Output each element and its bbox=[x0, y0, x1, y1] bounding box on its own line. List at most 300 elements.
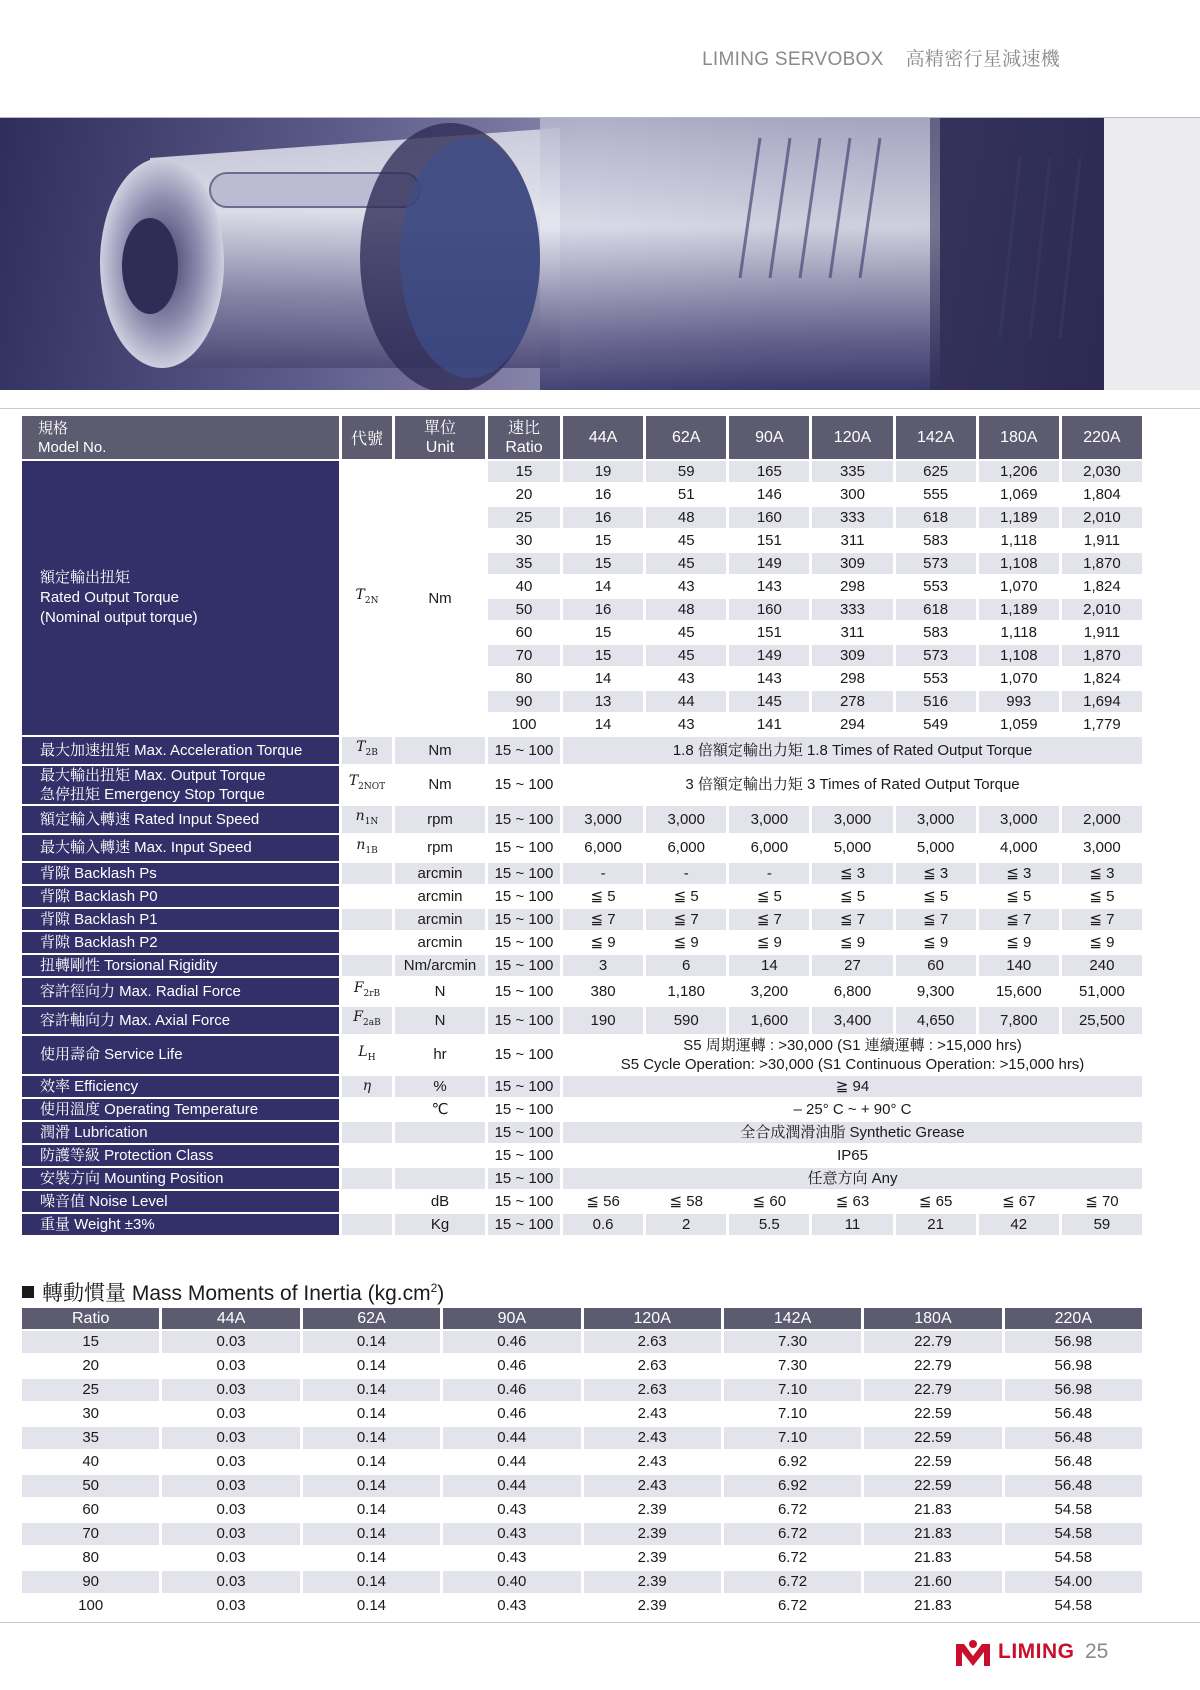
inertia-cell: 40 bbox=[22, 1451, 159, 1473]
value-cell: 1,189 bbox=[979, 599, 1059, 620]
inertia-cell: 2.39 bbox=[584, 1571, 721, 1593]
value-cell: 1,118 bbox=[979, 622, 1059, 643]
inertia-row bbox=[22, 1595, 1142, 1617]
photo-margin bbox=[1104, 118, 1200, 390]
value-cell: 1,206 bbox=[979, 461, 1059, 482]
row-label: 效率 Efficiency bbox=[22, 1076, 339, 1097]
inertia-cell: 0.14 bbox=[303, 1451, 440, 1473]
ratio-cell: 15 ~ 100 bbox=[488, 863, 560, 884]
value-cell: 1,118 bbox=[979, 530, 1059, 551]
value-cell: 1,069 bbox=[979, 484, 1059, 505]
unit-cell: rpm bbox=[395, 835, 485, 862]
spec-span-row bbox=[22, 1099, 1142, 1120]
value-cell: 4,650 bbox=[896, 1007, 976, 1034]
inertia-cell: 21.83 bbox=[864, 1595, 1001, 1617]
span-value-cell: 3 倍額定輸出力矩 3 Times of Rated Output Torque bbox=[563, 766, 1142, 804]
value-cell: 309 bbox=[812, 645, 892, 666]
value-cell: 48 bbox=[646, 599, 726, 620]
spec-row bbox=[22, 1007, 1142, 1034]
value-cell: 43 bbox=[646, 668, 726, 689]
unit-cell: Nm/arcmin bbox=[395, 955, 485, 976]
divider bbox=[0, 1622, 1200, 1623]
row-label: 潤滑 Lubrication bbox=[22, 1122, 339, 1143]
value-cell: 149 bbox=[729, 553, 809, 574]
spec-row bbox=[22, 909, 1142, 930]
inertia-cell: 0.43 bbox=[443, 1595, 580, 1617]
spec-span-row bbox=[22, 1076, 1142, 1097]
value-cell: ≦ 5 bbox=[646, 886, 726, 907]
inertia-header-cell: 142A bbox=[724, 1308, 861, 1329]
value-cell: ≦ 9 bbox=[1062, 932, 1142, 953]
value-cell: 43 bbox=[646, 576, 726, 597]
value-cell: 298 bbox=[812, 668, 892, 689]
inertia-row bbox=[22, 1403, 1142, 1425]
value-cell: ≦ 5 bbox=[812, 886, 892, 907]
inertia-cell: 0.46 bbox=[443, 1403, 580, 1425]
value-cell: 3,200 bbox=[729, 978, 809, 1005]
inertia-cell: 0.14 bbox=[303, 1547, 440, 1569]
symbol-cell bbox=[342, 1168, 392, 1189]
ratio-cell: 60 bbox=[488, 622, 560, 643]
value-cell: 3,000 bbox=[646, 806, 726, 833]
inertia-cell: 0.03 bbox=[162, 1499, 299, 1521]
inertia-cell: 22.79 bbox=[864, 1331, 1001, 1353]
inertia-cell: 2.43 bbox=[584, 1403, 721, 1425]
inertia-cell: 0.14 bbox=[303, 1331, 440, 1353]
value-cell: 1,804 bbox=[1062, 484, 1142, 505]
value-cell: 43 bbox=[646, 714, 726, 735]
ratio-cell: 15 ~ 100 bbox=[488, 1076, 560, 1097]
value-cell: 45 bbox=[646, 622, 726, 643]
unit-cell bbox=[395, 1145, 485, 1166]
inertia-cell: 0.03 bbox=[162, 1475, 299, 1497]
value-cell: 3,000 bbox=[563, 806, 643, 833]
inertia-cell: 0.14 bbox=[303, 1475, 440, 1497]
ratio-cell: 15 ~ 100 bbox=[488, 1036, 560, 1074]
inertia-cell: 2.43 bbox=[584, 1427, 721, 1449]
inertia-cell: 21.83 bbox=[864, 1523, 1001, 1545]
value-cell: 6,000 bbox=[563, 835, 643, 862]
value-cell: 6,000 bbox=[729, 835, 809, 862]
value-cell: 333 bbox=[812, 507, 892, 528]
inertia-cell: 0.43 bbox=[443, 1547, 580, 1569]
header-model-220a: 220A bbox=[1062, 416, 1142, 459]
header-model-142a: 142A bbox=[896, 416, 976, 459]
inertia-cell: 56.48 bbox=[1005, 1475, 1142, 1497]
value-cell: 555 bbox=[896, 484, 976, 505]
header-title-cn: 高精密行星減速機 bbox=[905, 49, 1060, 70]
inertia-cell: 6.72 bbox=[724, 1499, 861, 1521]
value-cell: 309 bbox=[812, 553, 892, 574]
value-cell: 45 bbox=[646, 553, 726, 574]
value-cell: 298 bbox=[812, 576, 892, 597]
inertia-cell: 2.63 bbox=[584, 1379, 721, 1401]
value-cell: 151 bbox=[729, 622, 809, 643]
inertia-cell: 0.03 bbox=[162, 1427, 299, 1449]
inertia-cell: 2.39 bbox=[584, 1547, 721, 1569]
spec-span-row bbox=[22, 1145, 1142, 1166]
value-cell: 1,824 bbox=[1062, 576, 1142, 597]
value-cell: 140 bbox=[979, 955, 1059, 976]
value-cell: ≦ 65 bbox=[896, 1191, 976, 1212]
value-cell: ≦ 3 bbox=[896, 863, 976, 884]
value-cell: 294 bbox=[812, 714, 892, 735]
inertia-cell: 54.58 bbox=[1005, 1595, 1142, 1617]
value-cell: ≦ 7 bbox=[812, 909, 892, 930]
ratio-cell: 40 bbox=[488, 576, 560, 597]
header-code: 代號 bbox=[342, 416, 392, 459]
ratio-cell: 20 bbox=[488, 484, 560, 505]
unit-cell: hr bbox=[395, 1036, 485, 1074]
row-label: 使用壽命 Service Life bbox=[22, 1036, 339, 1074]
unit-cell: Nm bbox=[395, 766, 485, 804]
value-cell: 59 bbox=[1062, 1214, 1142, 1235]
inertia-cell: 7.30 bbox=[724, 1331, 861, 1353]
value-cell: ≦ 5 bbox=[563, 886, 643, 907]
value-cell: ≦ 60 bbox=[729, 1191, 809, 1212]
row-label: 重量 Weight ±3% bbox=[22, 1214, 339, 1235]
symbol-cell: $L_H$ bbox=[342, 1036, 392, 1074]
value-cell: 48 bbox=[646, 507, 726, 528]
row-label: 噪音值 Noise Level bbox=[22, 1191, 339, 1212]
inertia-cell: 7.10 bbox=[724, 1379, 861, 1401]
value-cell: ≦ 9 bbox=[563, 932, 643, 953]
page-number: 25 bbox=[1085, 1640, 1109, 1663]
symbol-cell: $T_{2N}$ bbox=[342, 461, 392, 735]
row-label: 最大輸入轉速 Max. Input Speed bbox=[22, 835, 339, 862]
value-cell: 1,911 bbox=[1062, 530, 1142, 551]
unit-cell: N bbox=[395, 1007, 485, 1034]
row-label: 扭轉剛性 Torsional Rigidity bbox=[22, 955, 339, 976]
inertia-cell: 54.00 bbox=[1005, 1571, 1142, 1593]
ratio-cell: 70 bbox=[488, 645, 560, 666]
product-photo bbox=[0, 118, 1104, 390]
inertia-cell: 0.43 bbox=[443, 1499, 580, 1521]
inertia-cell: 6.72 bbox=[724, 1547, 861, 1569]
spec-span-row bbox=[22, 1122, 1142, 1143]
inertia-row bbox=[22, 1379, 1142, 1401]
symbol-cell: $F_{2aB}$ bbox=[342, 1007, 392, 1034]
value-cell: 5,000 bbox=[896, 835, 976, 862]
inertia-cell: 22.59 bbox=[864, 1427, 1001, 1449]
inertia-cell: 54.58 bbox=[1005, 1499, 1142, 1521]
inertia-cell: 0.44 bbox=[443, 1451, 580, 1473]
value-cell: 19 bbox=[563, 461, 643, 482]
header-model-180a: 180A bbox=[979, 416, 1059, 459]
unit-cell bbox=[395, 1168, 485, 1189]
inertia-cell: 70 bbox=[22, 1523, 159, 1545]
inertia-cell: 7.30 bbox=[724, 1355, 861, 1377]
value-cell: ≦ 9 bbox=[729, 932, 809, 953]
header-ratio: 速比 Ratio bbox=[488, 416, 560, 459]
inertia-header-cell: 62A bbox=[303, 1308, 440, 1329]
inertia-cell: 0.03 bbox=[162, 1547, 299, 1569]
ratio-cell: 80 bbox=[488, 668, 560, 689]
value-cell: 625 bbox=[896, 461, 976, 482]
value-cell: 0.6 bbox=[563, 1214, 643, 1235]
value-cell: 380 bbox=[563, 978, 643, 1005]
value-cell: 1,779 bbox=[1062, 714, 1142, 735]
ratio-cell: 90 bbox=[488, 691, 560, 712]
value-cell: 5,000 bbox=[812, 835, 892, 862]
inertia-table bbox=[19, 1306, 1145, 1619]
torque-label: 額定輸出扭矩 Rated Output Torque (Nominal output torque) bbox=[22, 461, 339, 735]
value-cell: 25,500 bbox=[1062, 1007, 1142, 1034]
spec-header-row bbox=[22, 416, 1142, 459]
inertia-cell: 0.03 bbox=[162, 1379, 299, 1401]
inertia-cell: 2.43 bbox=[584, 1475, 721, 1497]
value-cell: 9,300 bbox=[896, 978, 976, 1005]
value-cell: 1,870 bbox=[1062, 645, 1142, 666]
symbol-cell bbox=[342, 863, 392, 884]
ratio-cell: 15 ~ 100 bbox=[488, 1145, 560, 1166]
value-cell: 516 bbox=[896, 691, 976, 712]
value-cell: ≦ 7 bbox=[646, 909, 726, 930]
value-cell: 3,000 bbox=[812, 806, 892, 833]
inertia-cell: 56.98 bbox=[1005, 1355, 1142, 1377]
value-cell: 59 bbox=[646, 461, 726, 482]
inertia-cell: 56.48 bbox=[1005, 1451, 1142, 1473]
value-cell: 60 bbox=[896, 955, 976, 976]
inertia-cell: 60 bbox=[22, 1499, 159, 1521]
symbol-cell: η bbox=[342, 1076, 392, 1097]
symbol-cell bbox=[342, 909, 392, 930]
inertia-cell: 21.60 bbox=[864, 1571, 1001, 1593]
inertia-cell: 56.98 bbox=[1005, 1331, 1142, 1353]
spec-span-row bbox=[22, 1168, 1142, 1189]
inertia-cell: 0.14 bbox=[303, 1571, 440, 1593]
inertia-cell: 0.46 bbox=[443, 1331, 580, 1353]
value-cell: 7,800 bbox=[979, 1007, 1059, 1034]
inertia-cell: 0.03 bbox=[162, 1331, 299, 1353]
accel-row bbox=[22, 737, 1142, 764]
value-cell: ≦ 3 bbox=[1062, 863, 1142, 884]
span-value-cell: ≧ 94 bbox=[563, 1076, 1142, 1097]
inertia-row bbox=[22, 1331, 1142, 1353]
value-cell: 1,180 bbox=[646, 978, 726, 1005]
inertia-cell: 54.58 bbox=[1005, 1523, 1142, 1545]
spec-row bbox=[22, 1191, 1142, 1212]
inertia-cell: 15 bbox=[22, 1331, 159, 1353]
spec-row bbox=[22, 1214, 1142, 1235]
symbol-cell bbox=[342, 955, 392, 976]
spec-table bbox=[19, 414, 1145, 1237]
value-cell: ≦ 70 bbox=[1062, 1191, 1142, 1212]
value-cell: 151 bbox=[729, 530, 809, 551]
inertia-cell: 6.72 bbox=[724, 1523, 861, 1545]
value-cell: ≦ 56 bbox=[563, 1191, 643, 1212]
value-cell: 3,400 bbox=[812, 1007, 892, 1034]
value-cell: 27 bbox=[812, 955, 892, 976]
header-model-90a: 90A bbox=[729, 416, 809, 459]
header-model-62a: 62A bbox=[646, 416, 726, 459]
inertia-cell: 2.63 bbox=[584, 1355, 721, 1377]
value-cell: ≦ 5 bbox=[979, 886, 1059, 907]
inertia-cell: 100 bbox=[22, 1595, 159, 1617]
symbol-cell: $T_{2NOT}$ bbox=[342, 766, 392, 804]
value-cell: 590 bbox=[646, 1007, 726, 1034]
inertia-section-title: 轉動慣量 Mass Moments of Inertia $(kg.cm^2)$ bbox=[22, 1277, 444, 1307]
inertia-row bbox=[22, 1427, 1142, 1449]
value-cell: 143 bbox=[729, 668, 809, 689]
value-cell: 14 bbox=[563, 576, 643, 597]
row-label: 背隙 Backlash Ps bbox=[22, 863, 339, 884]
value-cell: 1,870 bbox=[1062, 553, 1142, 574]
value-cell: - bbox=[563, 863, 643, 884]
row-label: 安裝方向 Mounting Position bbox=[22, 1168, 339, 1189]
inertia-cell: 6.92 bbox=[724, 1451, 861, 1473]
value-cell: 16 bbox=[563, 484, 643, 505]
value-cell: 2,010 bbox=[1062, 599, 1142, 620]
value-cell: 583 bbox=[896, 530, 976, 551]
value-cell: - bbox=[646, 863, 726, 884]
value-cell: 14 bbox=[563, 668, 643, 689]
inertia-header-cell: 180A bbox=[864, 1308, 1001, 1329]
value-cell: ≦ 3 bbox=[979, 863, 1059, 884]
value-cell: ≦ 7 bbox=[563, 909, 643, 930]
value-cell: 993 bbox=[979, 691, 1059, 712]
value-cell: ≦ 7 bbox=[896, 909, 976, 930]
value-cell: 1,108 bbox=[979, 645, 1059, 666]
inertia-cell: 0.14 bbox=[303, 1403, 440, 1425]
value-cell: 3,000 bbox=[1062, 835, 1142, 862]
ratio-cell: 100 bbox=[488, 714, 560, 735]
span-value-cell: 1.8 倍額定輸出力矩 1.8 Times of Rated Output Torque bbox=[563, 737, 1142, 764]
unit-cell: arcmin bbox=[395, 909, 485, 930]
spec-row bbox=[22, 886, 1142, 907]
inertia-cell: 22.79 bbox=[864, 1379, 1001, 1401]
header-unit: 單位 Unit bbox=[395, 416, 485, 459]
symbol-cell bbox=[342, 1214, 392, 1235]
inertia-row bbox=[22, 1547, 1142, 1569]
unit-cell: ℃ bbox=[395, 1099, 485, 1120]
unit-cell: rpm bbox=[395, 806, 485, 833]
inertia-cell: 0.14 bbox=[303, 1379, 440, 1401]
symbol-cell: $n_{1N}$ bbox=[342, 806, 392, 833]
inertia-cell: 35 bbox=[22, 1427, 159, 1449]
row-label: 使用溫度 Operating Temperature bbox=[22, 1099, 339, 1120]
torque-row bbox=[22, 461, 1142, 482]
inertia-header-cell: 90A bbox=[443, 1308, 580, 1329]
ratio-cell: 15 ~ 100 bbox=[488, 766, 560, 804]
value-cell: 573 bbox=[896, 553, 976, 574]
value-cell: 311 bbox=[812, 530, 892, 551]
value-cell: 160 bbox=[729, 507, 809, 528]
inertia-row bbox=[22, 1355, 1142, 1377]
unit-cell: Kg bbox=[395, 1214, 485, 1235]
value-cell: 3,000 bbox=[979, 806, 1059, 833]
value-cell: ≦ 5 bbox=[729, 886, 809, 907]
inertia-cell: 0.03 bbox=[162, 1403, 299, 1425]
value-cell: 6,800 bbox=[812, 978, 892, 1005]
value-cell: 618 bbox=[896, 599, 976, 620]
inertia-row bbox=[22, 1523, 1142, 1545]
symbol-cell bbox=[342, 932, 392, 953]
value-cell: 3 bbox=[563, 955, 643, 976]
inertia-header-cell: Ratio bbox=[22, 1308, 159, 1329]
inertia-cell: 25 bbox=[22, 1379, 159, 1401]
symbol-cell bbox=[342, 1191, 392, 1212]
row-label: 背隙 Backlash P1 bbox=[22, 909, 339, 930]
inertia-cell: 22.59 bbox=[864, 1451, 1001, 1473]
value-cell: 21 bbox=[896, 1214, 976, 1235]
inertia-cell: 56.48 bbox=[1005, 1403, 1142, 1425]
inertia-cell: 90 bbox=[22, 1571, 159, 1593]
inertia-cell: 2.43 bbox=[584, 1451, 721, 1473]
inertia-cell: 0.03 bbox=[162, 1571, 299, 1593]
value-cell: 618 bbox=[896, 507, 976, 528]
inertia-cell: 0.14 bbox=[303, 1355, 440, 1377]
ratio-cell: 15 ~ 100 bbox=[488, 1191, 560, 1212]
inertia-cell: 2.63 bbox=[584, 1331, 721, 1353]
inertia-cell: 54.58 bbox=[1005, 1547, 1142, 1569]
value-cell: 15 bbox=[563, 622, 643, 643]
value-cell: 6,000 bbox=[646, 835, 726, 862]
inertia-row bbox=[22, 1499, 1142, 1521]
value-cell: 300 bbox=[812, 484, 892, 505]
inertia-cell: 0.14 bbox=[303, 1427, 440, 1449]
value-cell: 3,000 bbox=[729, 806, 809, 833]
symbol-cell bbox=[342, 1099, 392, 1120]
value-cell: 42 bbox=[979, 1214, 1059, 1235]
value-cell: ≦ 67 bbox=[979, 1191, 1059, 1212]
ratio-cell: 15 ~ 100 bbox=[488, 806, 560, 833]
value-cell: ≦ 9 bbox=[979, 932, 1059, 953]
value-cell: ≦ 7 bbox=[979, 909, 1059, 930]
inertia-cell: 2.39 bbox=[584, 1523, 721, 1545]
value-cell: 16 bbox=[563, 507, 643, 528]
value-cell: 3,000 bbox=[896, 806, 976, 833]
value-cell: 11 bbox=[812, 1214, 892, 1235]
symbol-cell bbox=[342, 1122, 392, 1143]
value-cell: 240 bbox=[1062, 955, 1142, 976]
symbol-cell: $F_{2rB}$ bbox=[342, 978, 392, 1005]
spec-row bbox=[22, 955, 1142, 976]
service-life-row bbox=[22, 1036, 1142, 1074]
value-cell: ≦ 9 bbox=[646, 932, 726, 953]
inertia-cell: 0.44 bbox=[443, 1475, 580, 1497]
symbol-cell: $n_{1B}$ bbox=[342, 835, 392, 862]
value-cell: 44 bbox=[646, 691, 726, 712]
value-cell: 1,694 bbox=[1062, 691, 1142, 712]
ratio-cell: 15 ~ 100 bbox=[488, 1168, 560, 1189]
ratio-cell: 15 ~ 100 bbox=[488, 932, 560, 953]
ratio-cell: 15 ~ 100 bbox=[488, 978, 560, 1005]
inertia-cell: 0.14 bbox=[303, 1499, 440, 1521]
page-header bbox=[702, 44, 1060, 71]
unit-cell: arcmin bbox=[395, 932, 485, 953]
inertia-cell: 0.14 bbox=[303, 1595, 440, 1617]
inertia-cell: 0.46 bbox=[443, 1379, 580, 1401]
value-cell: 278 bbox=[812, 691, 892, 712]
span-value-cell: 全合成潤滑油脂 Synthetic Grease bbox=[563, 1122, 1142, 1143]
inertia-cell: 6.72 bbox=[724, 1571, 861, 1593]
row-label: 防護等級 Protection Class bbox=[22, 1145, 339, 1166]
value-cell: ≦ 9 bbox=[812, 932, 892, 953]
inertia-cell: 56.98 bbox=[1005, 1379, 1142, 1401]
value-cell: 1,070 bbox=[979, 668, 1059, 689]
value-cell: 1,059 bbox=[979, 714, 1059, 735]
inertia-cell: 6.72 bbox=[724, 1595, 861, 1617]
value-cell: 1,189 bbox=[979, 507, 1059, 528]
value-cell: 2,000 bbox=[1062, 806, 1142, 833]
inertia-header-cell: 120A bbox=[584, 1308, 721, 1329]
value-cell: 583 bbox=[896, 622, 976, 643]
value-cell: 149 bbox=[729, 645, 809, 666]
value-cell: ≦ 7 bbox=[729, 909, 809, 930]
value-cell: 333 bbox=[812, 599, 892, 620]
inertia-cell: 22.79 bbox=[864, 1355, 1001, 1377]
